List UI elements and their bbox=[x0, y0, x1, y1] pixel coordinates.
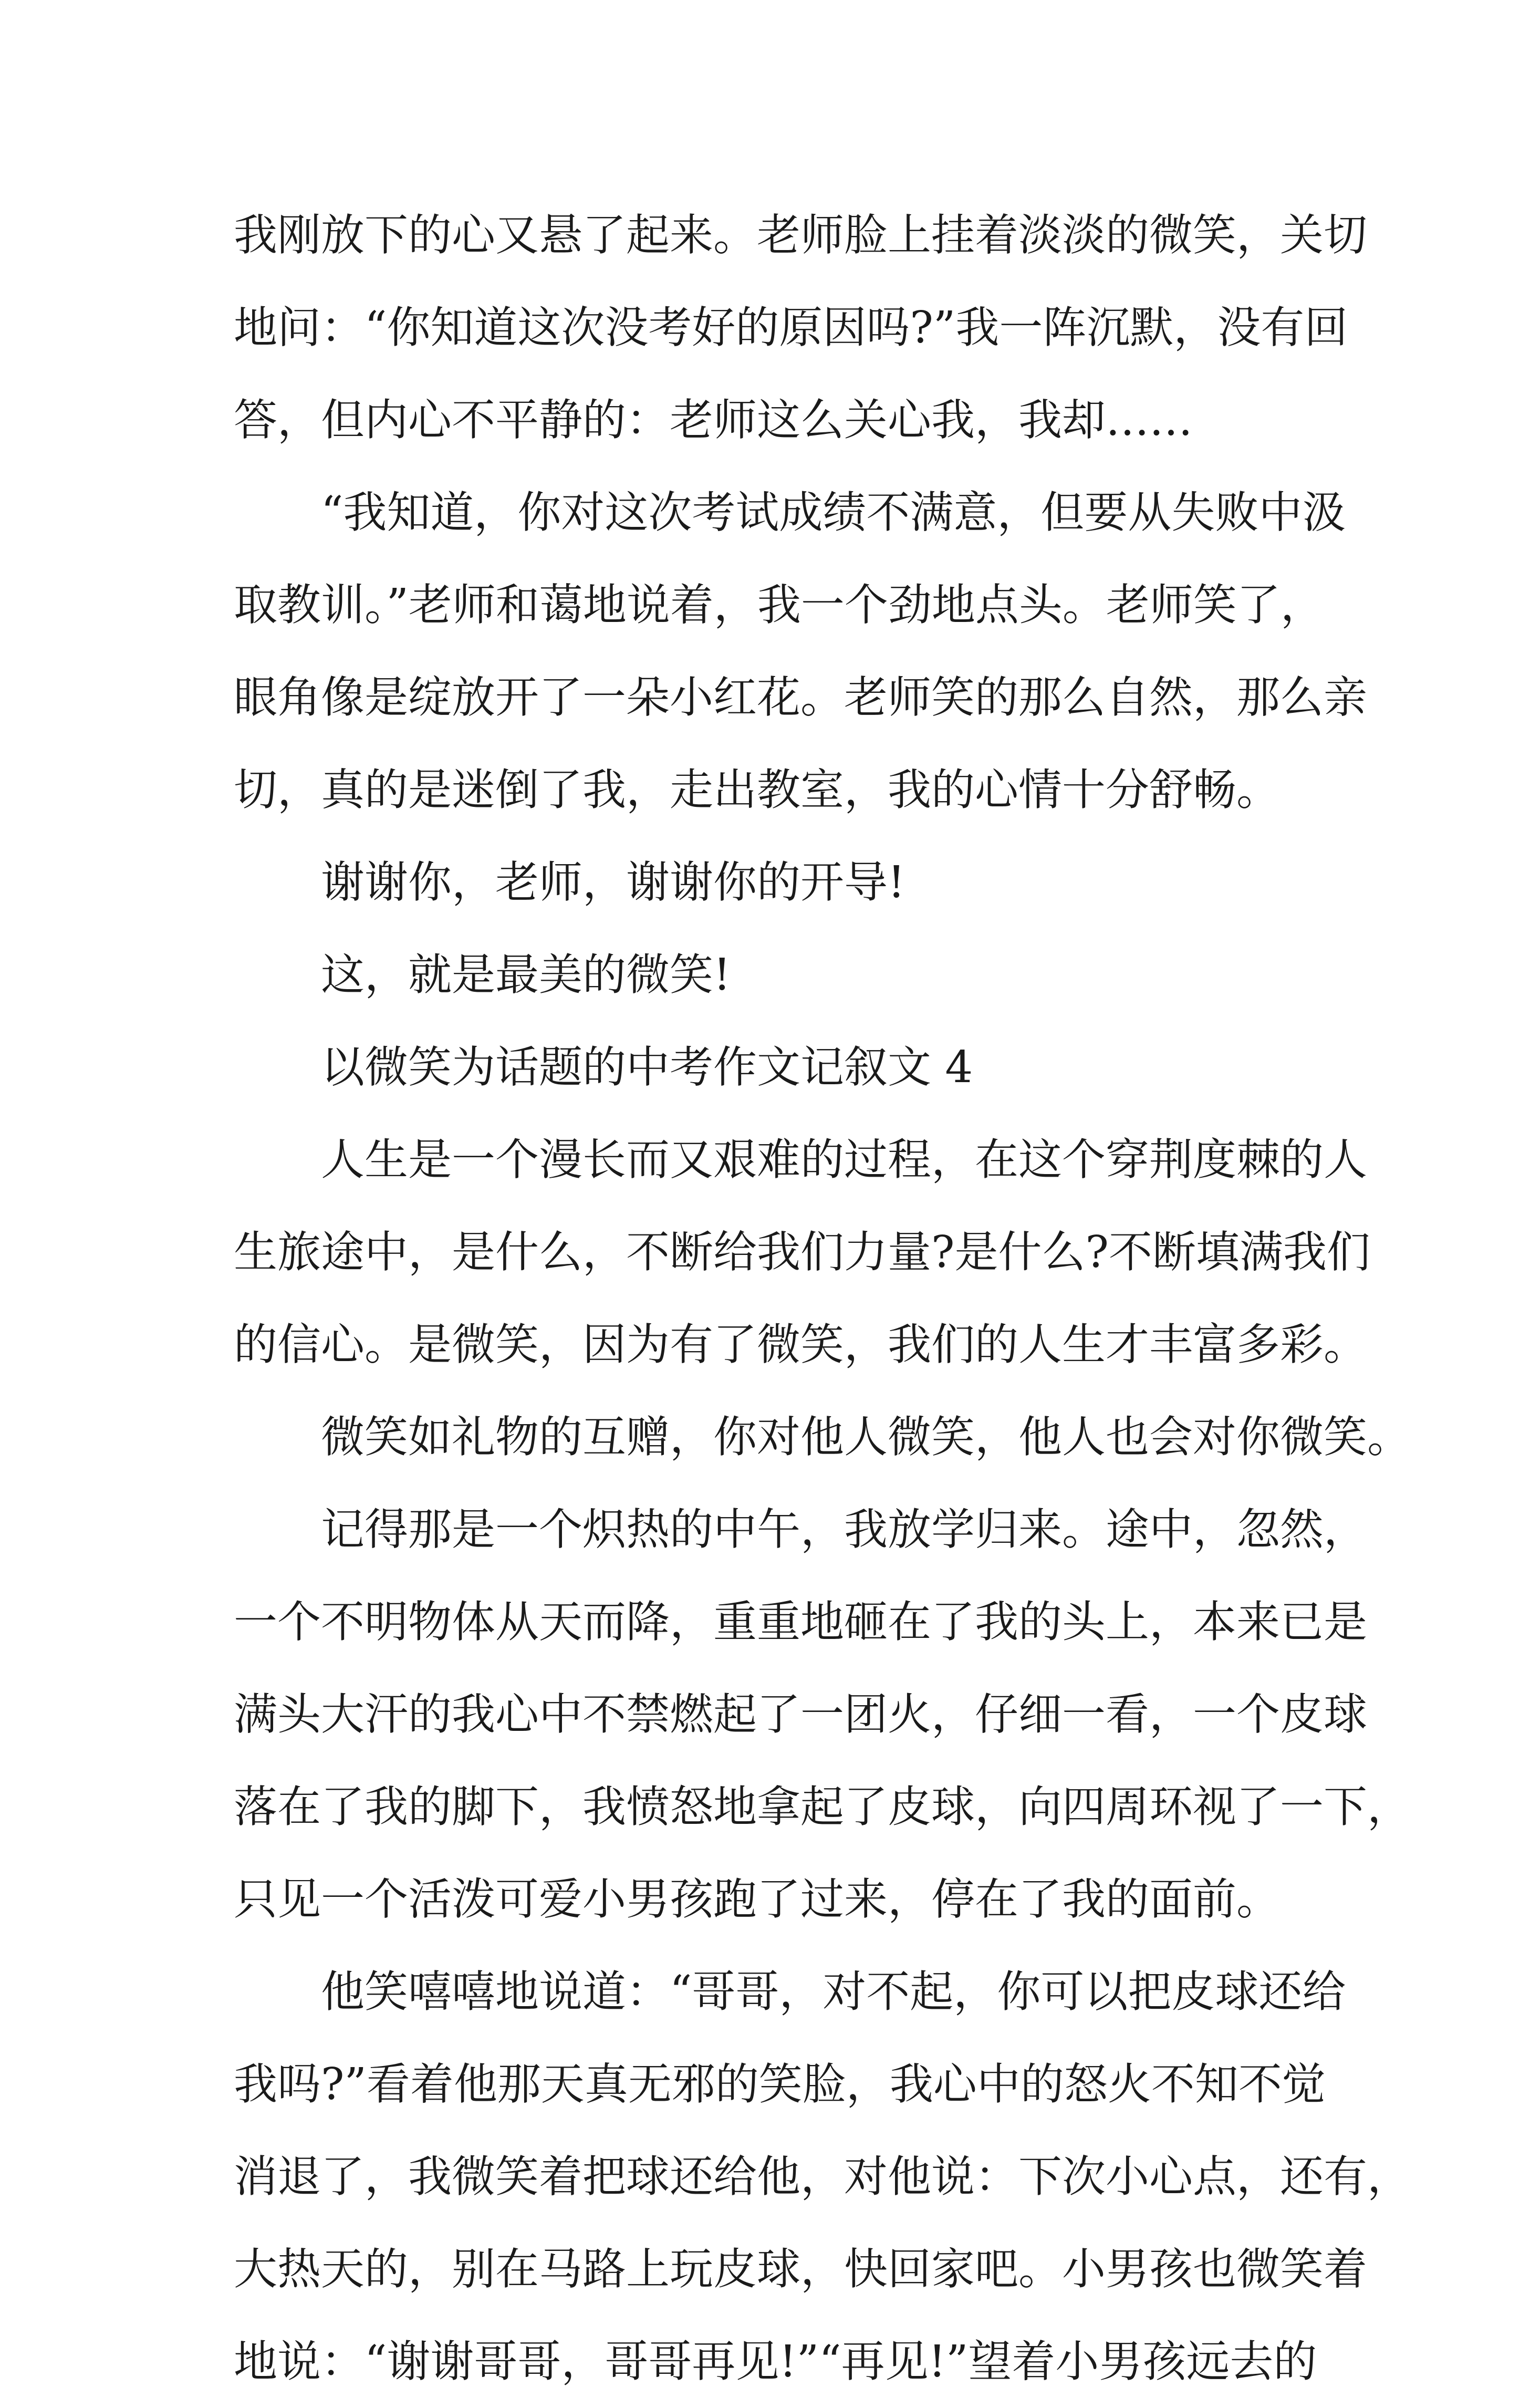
text-line: 记得那是一个炽热的中午，我放学归来。途中，忽然， bbox=[321, 1504, 1367, 1555]
text-line: 满头大汗的我心中不禁燃起了一团火，仔细一看，一个皮球 bbox=[234, 1689, 1367, 1740]
text-line: 他笑嘻嘻地说道：“哥哥，对不起，你可以把皮球还给 bbox=[321, 1966, 1346, 2017]
text-line: 大热天的，别在马路上玩皮球，快回家吧。小男孩也微笑着 bbox=[234, 2244, 1367, 2295]
text-line: 人生是一个漫长而又艰难的过程，在这个穿荆度棘的人 bbox=[321, 1134, 1367, 1185]
text-line: 消退了，我微笑着把球还给他，对他说：下次小心点，还有， bbox=[234, 2151, 1411, 2202]
document-body bbox=[234, 189, 1411, 2408]
text-line: 生旅途中，是什么，不断给我们力量?是什么?不断填满我们 bbox=[234, 1227, 1370, 1278]
text-line: 地说：“谢谢哥哥，哥哥再见!”“再见!”望着小男孩远去的 bbox=[234, 2336, 1317, 2387]
text-line: 微笑如礼物的互赠，你对他人微笑，他人也会对你微笑。 bbox=[321, 1411, 1411, 1462]
text-line: 的信心。是微笑，因为有了微笑，我们的人生才丰富多彩。 bbox=[234, 1319, 1367, 1370]
text-line: 这，就是最美的微笑! bbox=[321, 949, 731, 1000]
text-line: 取教训。”老师和蔼地说着，我一个劲地点头。老师笑了， bbox=[234, 579, 1324, 630]
text-line: 只见一个活泼可爱小男孩跑了过来，停在了我的面前。 bbox=[234, 1874, 1280, 1925]
text-line: 答，但内心不平静的：老师这么关心我，我却…… bbox=[234, 395, 1193, 445]
text-line: 眼角像是绽放开了一朵小红花。老师笑的那么自然，那么亲 bbox=[234, 672, 1367, 723]
text-line: “我知道，你对这次考试成绩不满意，但要从失败中汲 bbox=[321, 487, 1346, 538]
text-line: 一个不明物体从天而降，重重地砸在了我的头上，本来已是 bbox=[234, 1596, 1367, 1647]
text-line: 以微笑为话题的中考作文记叙文 4 bbox=[321, 1042, 973, 1093]
text-line: 地问：“你知道这次没考好的原因吗?”我一阵沉默，没有回 bbox=[234, 302, 1348, 353]
text-line: 谢谢你，老师，谢谢你的开导! bbox=[321, 857, 905, 908]
text-line: 我刚放下的心又悬了起来。老师脸上挂着淡淡的微笑，关切 bbox=[234, 210, 1367, 261]
text-line: 切，真的是迷倒了我，走出教室，我的心情十分舒畅。 bbox=[234, 764, 1280, 815]
text-line: 我吗?”看着他那天真无邪的笑脸，我心中的怒火不知不觉 bbox=[234, 2059, 1326, 2110]
text-line: 落在了我的脚下，我愤怒地拿起了皮球，向四周环视了一下， bbox=[234, 1781, 1411, 1832]
